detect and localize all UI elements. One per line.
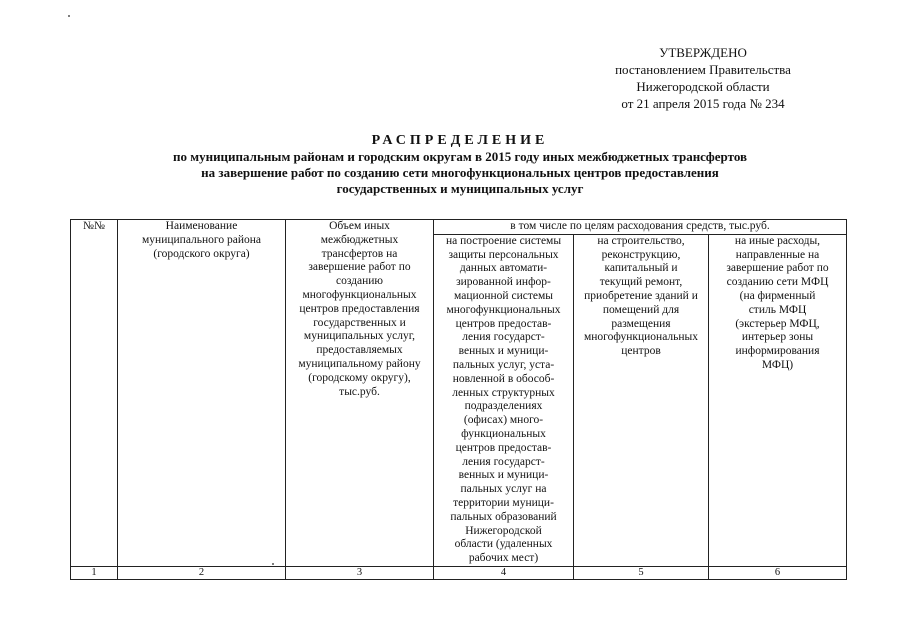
document-title [100,133,820,197]
cell-text-line: тыс.руб. [339,385,380,398]
cell-text-line: капитальный и [604,262,678,275]
cell-text-line: зированной инфор- [456,276,551,289]
column-numbers-row [71,566,847,579]
cell-text-line: завершение работ по [726,262,829,275]
cell-text-line: текущий ремонт, [599,276,683,289]
title-line: по муниципальным районам и городским округам в 2015 году иных межбюджетных трансфертов [172,149,748,164]
cell-text-line: муниципальному району [298,357,421,370]
column-number: 2 [118,566,286,579]
cell-text-line: функциональных [461,427,546,440]
cell-text-line: рабочих мест) [468,552,539,565]
cell-text-line: защиты персональных [448,248,559,261]
column-number: 4 [434,566,574,579]
cell-text-line: муниципальных услуг, [303,330,416,343]
cell-text-line: (экстерьер МФЦ, [735,317,820,330]
cell-text-line: подразделениях [464,400,543,413]
cell-text-line: многофункциональных [583,331,699,344]
cell-text-line: МФЦ) [761,358,794,371]
header-cell-personal-data [434,234,574,566]
cell-text-line: завершение работ по [308,261,411,274]
column-number: 3 [286,566,434,579]
cell-text-line: (офисах) много- [463,414,544,427]
cell-text-line: предоставляемых [316,344,403,357]
approval-line: постановлением Правительства [615,62,791,77]
cell-text-line: межбюджетных [320,233,399,246]
cell-text-line: государственных и [313,316,406,329]
cell-text-line: Объем иных [329,220,390,232]
cell-text-line: муниципального района [142,233,261,246]
cell-text-line: венных и муници- [458,469,549,482]
header-cell-construction [574,234,709,566]
cell-text-line: ленных структурных [452,386,555,399]
cell-text-line: Нижегородской [465,524,542,537]
cell-text-line: центров предостав- [455,441,552,454]
cell-text-line: созданию [335,275,384,288]
cell-text-line: ления государст- [462,455,545,468]
column-number: 1 [71,566,118,579]
header-cell-volume [286,220,434,567]
cell-text-line: информирования [735,345,820,358]
approval-line: Нижегородской области [636,79,770,94]
approval-block [578,44,828,112]
table-header-row [71,220,847,235]
cell-text-line: многофункциональных [446,303,561,316]
cell-text-line: на иные расходы, [734,234,821,247]
cell-text-line: реконструкцию, [601,248,681,261]
cell-text-line: данных автомати- [459,262,548,275]
cell-text-line: мационной системы [454,289,553,302]
cell-text-line: пальных услуг на [460,483,547,496]
cell-text-line: помещений для [602,303,680,316]
column-number: 5 [574,566,709,579]
header-cell-including: в том числе по целям расходования средств, тыс.руб. [434,220,847,235]
cell-text-line: на построение системы [445,234,562,247]
approval-date: от 21 апреля 2015 года № 234 [621,96,785,111]
approval-title: УТВЕРЖДЕНО [659,45,747,60]
title-heading: РАСПРЕДЕЛЕНИЕ [371,133,549,148]
distribution-table [70,219,847,580]
cell-text-line: размещения [611,317,671,330]
scan-speck [68,15,70,17]
cell-text-line: ления государст- [462,331,545,344]
cell-text-line: территории муници- [453,496,554,509]
cell-text-line: пальных услуг, уста- [452,358,555,371]
cell-text-line: интерьер зоны [741,331,814,344]
title-line: на завершение работ по созданию сети многофункциональных центров предоставления [201,165,719,180]
cell-text-line: центров предоставления [299,302,420,315]
header-cell-number: №№ [71,220,118,567]
cell-text-line: направленные на [735,248,820,261]
title-line: государственных и муниципальных услуг [336,181,584,196]
cell-text-line: стиль МФЦ [748,303,807,316]
cell-text-line: приобретение зданий и [584,289,698,302]
cell-text-line: пальных образований [450,510,557,523]
cell-text-line: (городскому округу), [308,371,411,384]
cell-text-line: созданию сети МФЦ [726,276,829,289]
header-cell-name [118,220,286,567]
cell-text-line: трансфертов на [321,247,398,260]
cell-text-line: на строительство, [597,234,685,247]
cell-text-line: Наименование [165,220,238,232]
cell-text-line: венных и муници- [458,345,549,358]
column-number: 6 [709,566,847,579]
cell-text-line: (на фирменный [739,289,816,302]
cell-text-line: новленной в обособ- [452,372,555,385]
header-cell-other-expenses [709,234,847,566]
scan-speck [272,563,274,565]
cell-text-line: многофункциональных [302,288,417,301]
cell-text-line: центров предостав- [455,317,552,330]
cell-text-line: центров [621,345,661,358]
cell-text-line: области (удаленных [454,538,553,551]
cell-text-line: (городского округа) [153,247,250,260]
